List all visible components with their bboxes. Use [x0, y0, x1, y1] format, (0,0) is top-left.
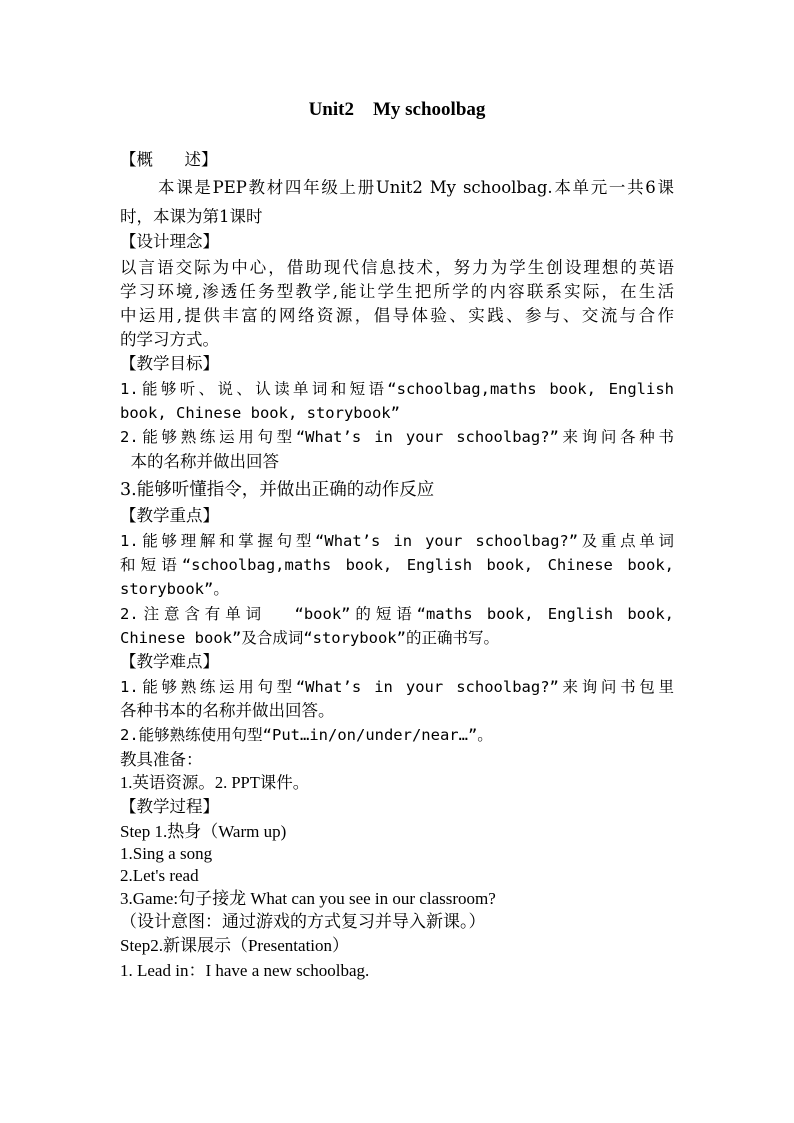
teaching-goal-line: 本的名称并做出回答 [120, 452, 279, 471]
design-concept-heading: 【设计理念】 [120, 232, 219, 251]
overview-heading: 【概 述】 [120, 150, 218, 169]
key-point-line: 和短语“schoolbag,maths book, English book, Chinese book, [120, 556, 674, 574]
teaching-goal-line: 3.能够听懂指令，并做出正确的动作反应 [120, 480, 435, 500]
difficult-points-heading: 【教学难点】 [120, 652, 219, 671]
difficult-point-line: 2.能够熟练使用句型“Put…in/on/under/near…”。 [120, 726, 493, 744]
process-line: Step 1.热身（Warm up) [120, 822, 287, 841]
process-line: 1.Sing a song [120, 844, 213, 863]
materials-line: 1.英语资源。2. PPT课件。 [120, 773, 310, 792]
process-line: 2.Let's read [120, 866, 199, 885]
process-line: （设计意图：通过游戏的方式复习并导入新课。） [120, 912, 486, 932]
design-concept-line: 的学习方式。 [120, 330, 219, 349]
difficult-point-line: 1.能够熟练运用句型“What’s in your schoolbag?”来询问书包里 [120, 678, 674, 696]
materials-heading: 教具准备： [120, 750, 203, 769]
design-concept-line: 中运用,提供丰富的网络资源，倡导体验、实践、参与、交流与合作 [120, 306, 674, 325]
document-title: Unit2 My schoolbag [308, 99, 486, 120]
teaching-goal-line: 2.能够熟练运用句型“What’s in your schoolbag?”来询问各种书 [120, 428, 674, 446]
process-line: 3.Game:句子接龙 What can you see in our classroom? [120, 889, 496, 908]
process-heading: 【教学过程】 [120, 797, 219, 816]
process-line: 1. Lead in：I have a new schoolbag. [120, 961, 370, 980]
key-point-line: 1.能够理解和掌握句型“What’s in your schoolbag?”及重点单词 [120, 532, 674, 550]
teaching-goal-line: book, Chinese book, storybook” [120, 404, 400, 422]
teaching-goals-heading: 【教学目标】 [120, 354, 219, 373]
design-concept-line: 学习环境,渗透任务型教学,能让学生把所学的内容联系实际，在生活 [120, 282, 674, 301]
difficult-point-line: 各种书本的名称并做出回答。 [120, 701, 335, 720]
overview-line-1: 本课是PEP教材四年级上册Unit2 My schoolbag.本单元一共6课 [158, 178, 674, 197]
overview-line-2: 时，本课为第1课时 [120, 207, 263, 226]
teaching-goal-line: 1.能够听、说、认读单词和短语“schoolbag,maths book, English [120, 380, 674, 398]
key-points-heading: 【教学重点】 [120, 506, 219, 525]
design-concept-line: 以言语交际为中心，借助现代信息技术，努力为学生创设理想的英语 [120, 258, 674, 277]
process-line: Step2.新课展示（Presentation） [120, 936, 350, 955]
key-point-line: 2.注意含有单词 “book”的短语“maths book, English book, [120, 605, 674, 623]
key-point-line: storybook”。 [120, 580, 229, 598]
key-point-line: Chinese book”及合成词“storybook”的正确书写。 [120, 629, 499, 647]
